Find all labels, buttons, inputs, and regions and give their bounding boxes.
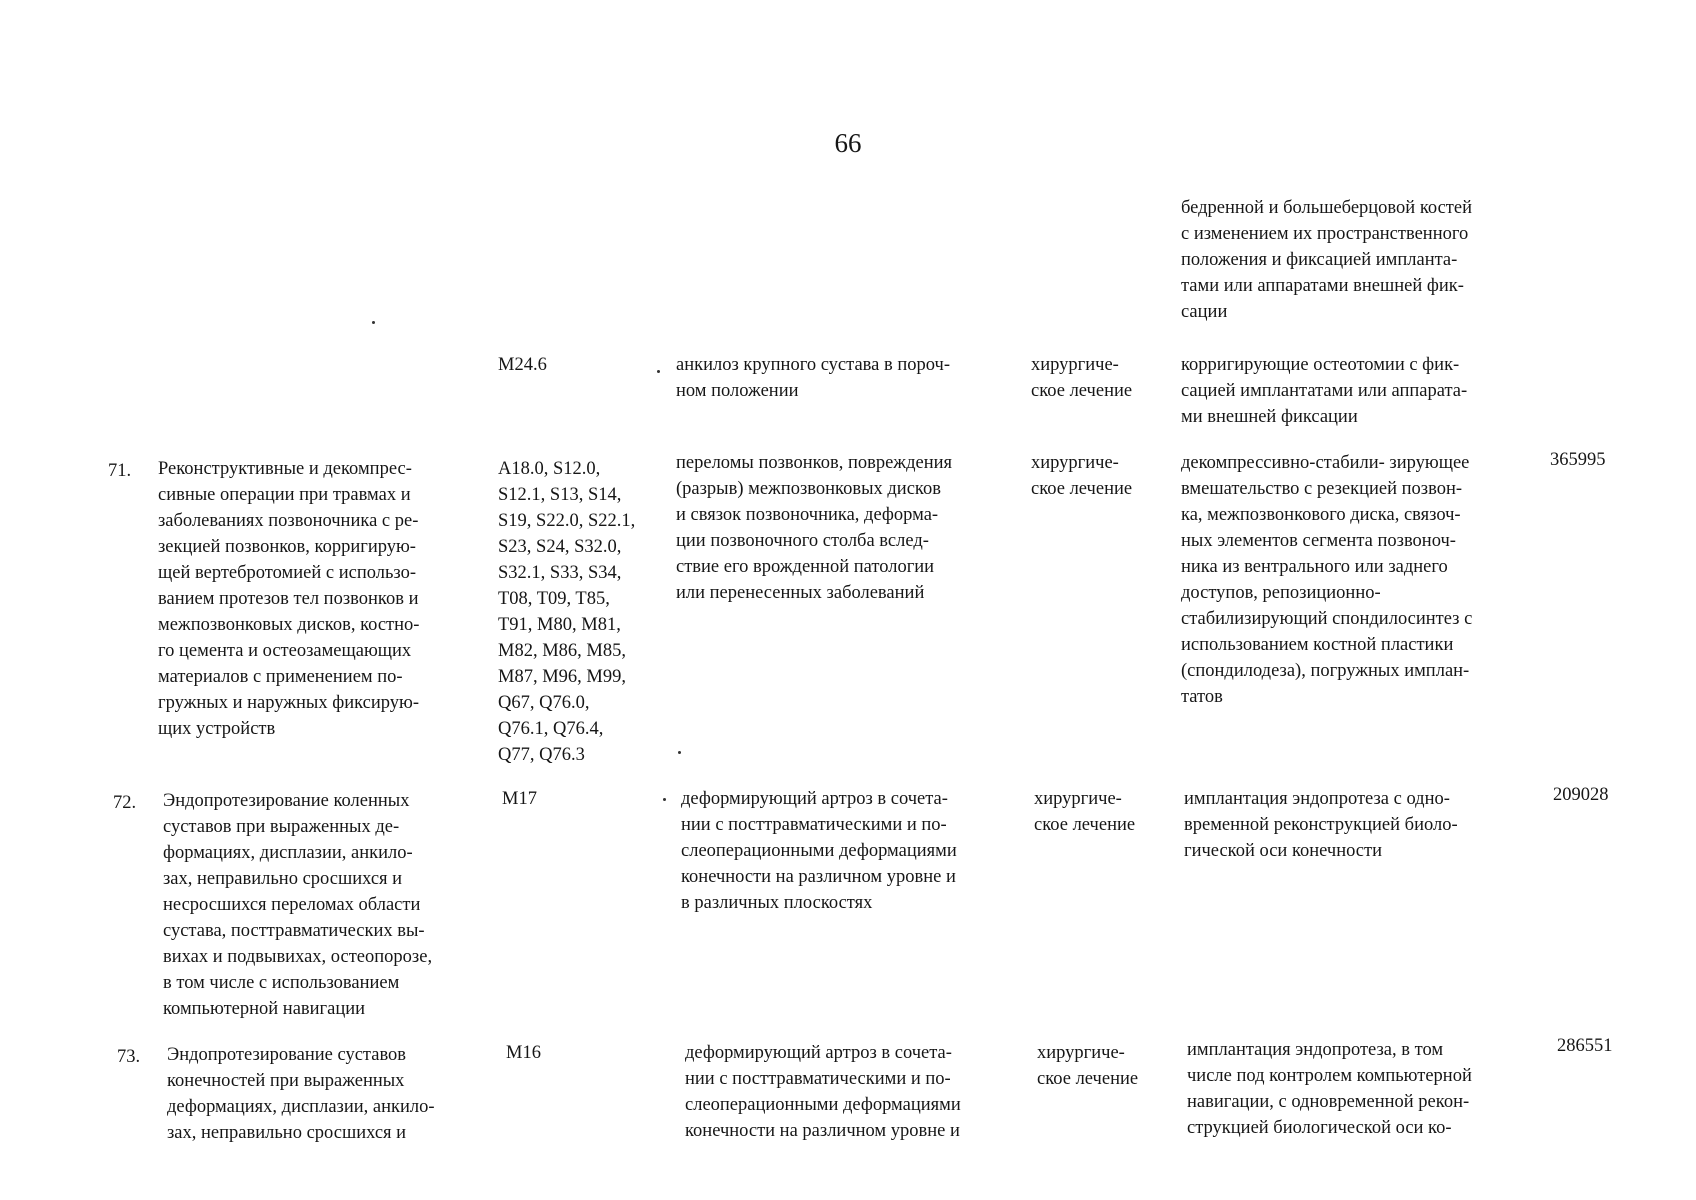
treatment-method: имплантация эндопротеза, в том числе под контролем компьютерной навигации, с одновременной рекон- струкцией биологической оси ко-	[1187, 1040, 1472, 1138]
treatment-type: хирургиче- ское лечение	[1031, 355, 1133, 401]
price: 286551	[1557, 1036, 1613, 1056]
patient-model: переломы позвонков, повреждения (разрыв) межпозвонковых дисков и связок позвоночника, деформа- ции позвоночного столба вслед- ствие его врожденной патологии или перенесенных заболеваний	[676, 453, 953, 603]
scan-speck	[657, 370, 660, 373]
price: 365995	[1550, 450, 1606, 470]
icd-codes: M16	[506, 1043, 541, 1063]
row-number: 73.	[117, 1047, 141, 1067]
care-type-name: Эндопротезирование суставов конечностей при выраженных деформациях, дисплазии, анкило- зах, неправильно сросшихся и	[167, 1045, 435, 1143]
treatment-type: хирургиче- ское лечение	[1034, 789, 1136, 835]
scan-speck	[663, 798, 666, 801]
treatment-method: имплантация эндопротеза с одно- временной реконструкцией биоло- гической оси конечности	[1184, 789, 1458, 861]
page-number: 66	[834, 128, 862, 158]
row-number: 72.	[113, 793, 137, 813]
patient-model: деформирующий артроз в сочета- нии с посттравматическими и по- слеоперационными деформациями конечности на различном уровне и	[685, 1043, 961, 1141]
care-type-name: Реконструктивные и декомпрес- сивные операции при травмах и заболеваниях позвоночника с ре- зекцией позвонков, корригирую- щей вертебротомией с использо- ванием протезов тел позвонков и межпозвонковых дисков, костно- го цемента и остеозамещающих материалов с применением по- гружных и наружных фиксирую- щих устройств	[158, 459, 420, 739]
treatment-method: декомпрессивно-стабили- зирующее вмешательство с резекцией позвон- ка, межпозвонкового диска, связоч- ных элементов сегмента позвоноч- ника из вентрального или заднего доступов, репозиционно- стабилизирующий спондилосинтез с использованием костной пластики (спондилодеза), погружных имплан- татов	[1181, 453, 1473, 707]
treatment-type: хирургиче- ское лечение	[1031, 453, 1133, 499]
price: 209028	[1553, 785, 1609, 805]
icd-codes: A18.0, S12.0, S12.1, S13, S14, S19, S22.0, S22.1, S23, S24, S32.0, S32.1, S33, S34, T08, T09, T85, T91, M80, M81, M82, M86, M85, M87, M96, M99, Q67, Q76.0, Q76.1, Q76.4, Q77, Q76.3	[498, 459, 636, 765]
icd-codes: M24.6	[498, 355, 547, 375]
scan-speck	[678, 751, 681, 754]
treatment-type: хирургиче- ское лечение	[1037, 1043, 1139, 1089]
row-number: 71.	[108, 461, 132, 481]
treatment-method: корригирующие остеотомии с фик- сацией имплантатами или аппарата- ми внешней фиксации	[1181, 355, 1468, 427]
patient-model: анкилоз крупного сустава в пороч- ном положении	[676, 355, 950, 401]
icd-codes: M17	[502, 789, 537, 809]
method-continuation: бедренной и большеберцовой костей с изменением их пространственного положения и фиксацией импланта- тами или аппаратами внешней фик- сации	[1181, 198, 1472, 322]
care-type-name: Эндопротезирование коленных суставов при выраженных де- формациях, дисплазии, анкило- зах, неправильно сросшихся и несросшихся переломах области сустава, посттравматических вы- вихах и подвывихах, остеопорозе, в том числе с использованием компьютерной навигации	[163, 791, 433, 1019]
scan-speck	[372, 321, 375, 324]
patient-model: деформирующий артроз в сочета- нии с посттравматическими и по- слеоперационными деформациями конечности на различном уровне и в различных плоскостях	[681, 789, 957, 913]
